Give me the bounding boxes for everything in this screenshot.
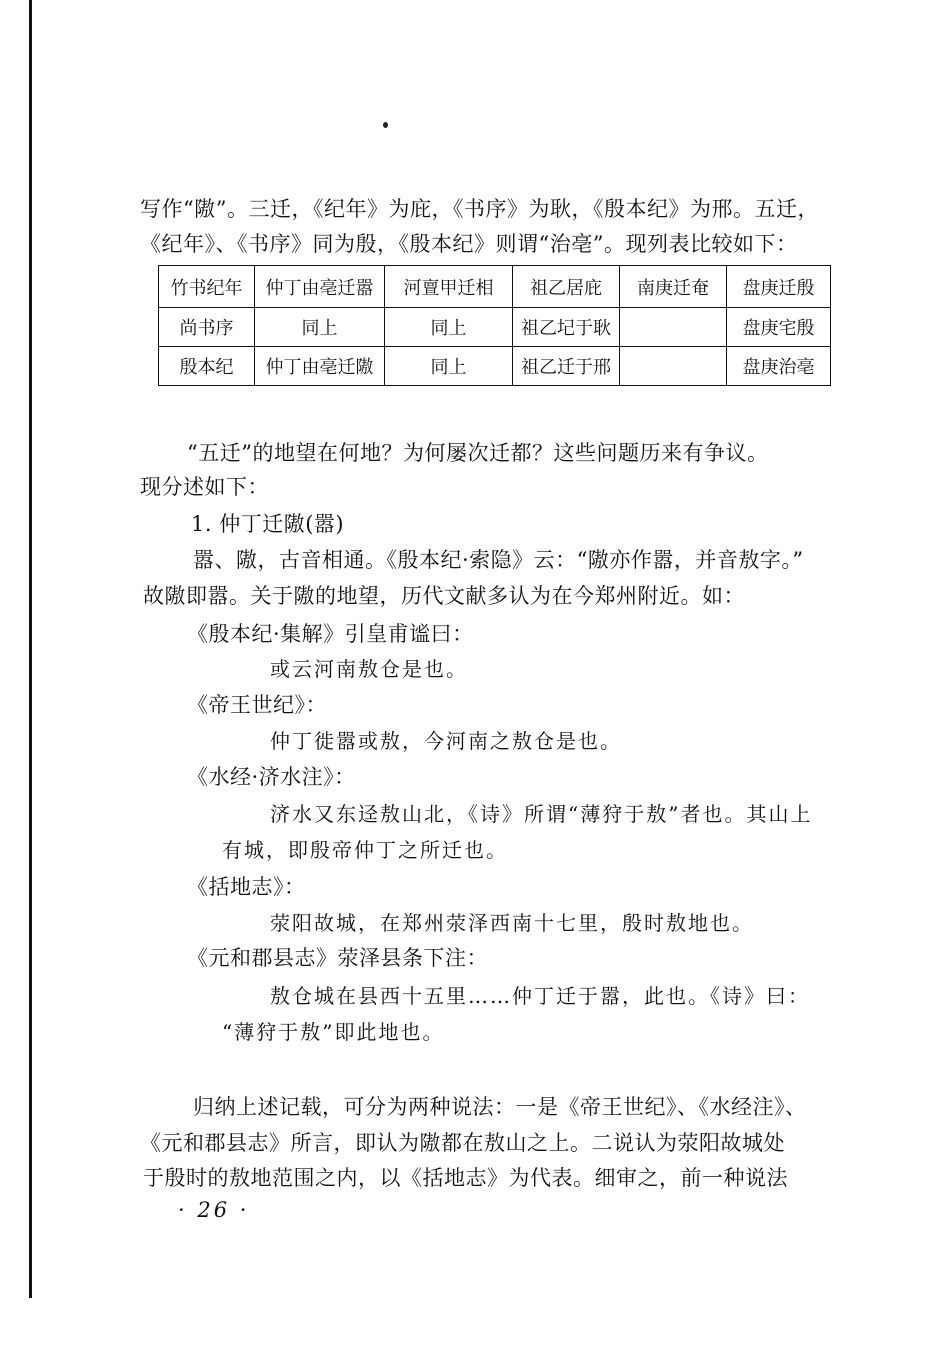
text-line: 于殷时的敖地范围之内，以《括地志》为代表。细审之，前一种说法: [143, 1166, 788, 1190]
quotation-line: 荥阳故城，在郑州荥泽西南十七里，殷时敖地也。: [270, 911, 754, 935]
text-line: 《殷本纪·集解》引皇甫谧曰：: [187, 622, 474, 646]
scan-speck: [383, 122, 388, 128]
text-line: 《元和郡县志》荥泽县条下注：: [187, 946, 488, 970]
quotation-line: 敖仓城在县西十五里……仲丁迁于嚣，此也。《诗》曰：: [270, 984, 810, 1008]
text-line: 故隞即嚣。关于隞的地望，历代文献多认为在今郑州附近。如：: [143, 584, 745, 608]
table-row: [159, 266, 831, 308]
table-cell: 尚书序: [159, 308, 255, 347]
text-line: 《括地志》：: [187, 875, 306, 899]
text-line: 现分述如下：: [140, 475, 269, 499]
table-cell: 仲丁由亳迁嚣: [255, 266, 385, 308]
table-cell: 祖乙居庇: [513, 266, 620, 308]
quotation-line: 仲丁徙嚣或敖，今河南之敖仓是也。: [270, 729, 622, 753]
text-line: 嚣、隞，古音相通。《殷本纪·索隐》云：“隞亦作嚣，并音敖字。”: [193, 548, 804, 572]
table-cell: 同上: [385, 347, 513, 386]
table-cell: 同上: [255, 308, 385, 347]
section-heading: 1. 仲丁迁隞(嚣): [191, 512, 345, 536]
text-line: “五迁”的地望在何地？为何屡次迁都？这些问题历来有争议。: [187, 441, 769, 465]
table-cell: 祖乙迁于邢: [513, 347, 620, 386]
quotation-line: 或云河南敖仓是也。: [270, 657, 468, 681]
table-cell: 河亶甲迁相: [385, 266, 513, 308]
text-line: 《水经·济水注》：: [187, 765, 356, 789]
text-line: 《帝王世纪》：: [187, 693, 327, 717]
table-row: [159, 308, 831, 347]
table-cell: 南庚迁奄: [620, 266, 727, 308]
table-row: [159, 347, 831, 386]
table-cell: 殷本纪: [159, 347, 255, 386]
table-cell: 祖乙圮于耿: [513, 308, 620, 347]
table-cell: 盘庚宅殷: [727, 308, 831, 347]
table-cell: 同上: [385, 308, 513, 347]
text-line: 写作“隞”。三迁，《纪年》为庇，《书序》为耿，《殷本纪》为邢。五迁，: [140, 197, 819, 221]
table-cell: 仲丁由亳迁隞: [255, 347, 385, 386]
page-number: · 26 ·: [178, 1198, 250, 1222]
binding-edge-line: [29, 0, 32, 1298]
comparison-table: [158, 265, 831, 386]
table-cell: 盘庚治亳: [727, 347, 831, 386]
text-line: 《纪年》、《书序》同为殷，《殷本纪》则谓“治亳”。现列表比较如下：: [140, 232, 798, 256]
quotation-line: “薄狩于敖”即此地也。: [222, 1020, 445, 1044]
table-cell: 竹书纪年: [159, 266, 255, 308]
text-line: 《元和郡县志》所言，即认为隞都在敖山之上。二说认为荥阳故城处: [140, 1131, 785, 1155]
table-cell: [620, 308, 727, 347]
table-cell: 盘庚迁殷: [727, 266, 831, 308]
table-cell: [620, 347, 727, 386]
text-line: 归纳上述记载，可分为两种说法：一是《帝王世纪》、《水经注》、: [193, 1095, 807, 1119]
quotation-line: 有城，即殷帝仲丁之所迁也。: [222, 838, 508, 862]
quotation-line: 济水又东迳敖山北，《诗》所谓“薄狩于敖”者也。其山上: [270, 802, 813, 826]
